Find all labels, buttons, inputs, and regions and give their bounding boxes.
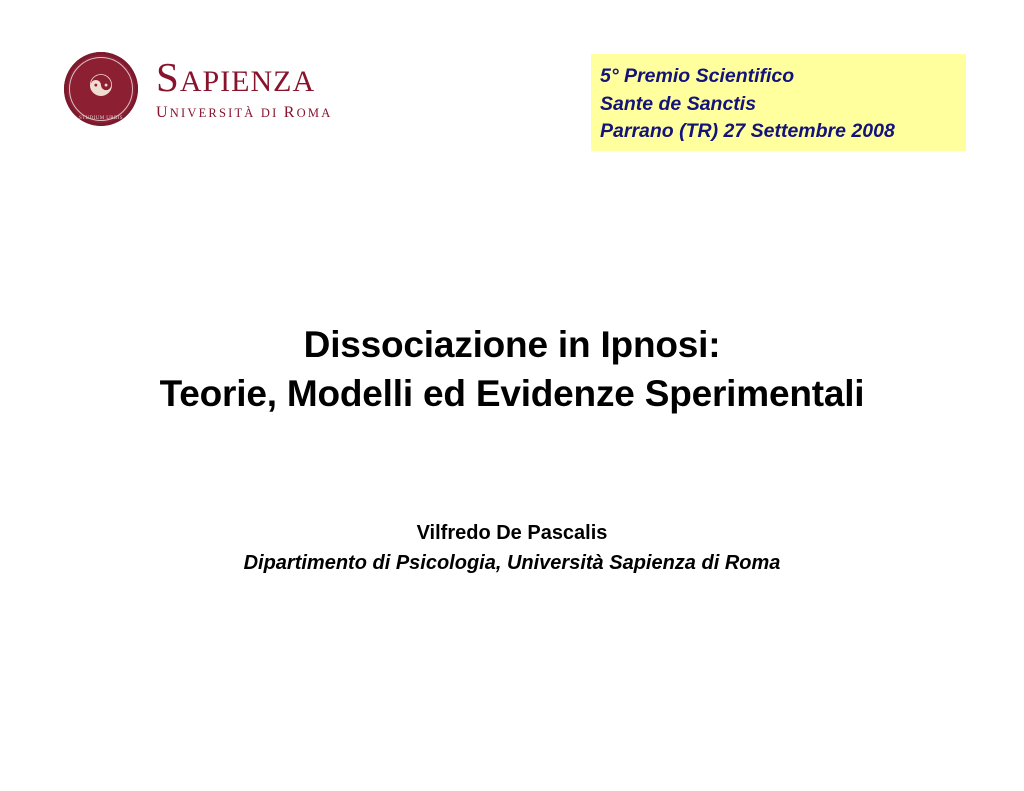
wordmark-name-rest: APIENZA (179, 65, 316, 98)
author-block (0, 518, 1024, 578)
title-line-2: Teorie, Modelli ed Evidenze Sperimentali (159, 373, 865, 415)
event-line-award: 5° Premio Scientifico (600, 65, 795, 87)
wordmark-sub-rest: NIVERSITÀ DI (169, 106, 284, 120)
event-line-title: Sante de Sanctis (600, 92, 757, 115)
event-info-box (591, 54, 966, 151)
crest-emblem-icon: ☯ (87, 70, 115, 103)
wordmark-sub-initial2: R (283, 104, 297, 121)
crest-motto: STUDIUM URBIS (79, 116, 123, 121)
wordmark-sub-rest2: OMA (296, 106, 333, 120)
wordmark-university-sub (156, 105, 332, 121)
wordmark-name-initial: S (156, 54, 180, 100)
author-affiliation: Dipartimento di Psicologia, Università Sapienza di Roma (243, 552, 781, 574)
author-name: Vilfredo De Pascalis (416, 522, 608, 544)
sapienza-wordmark (156, 54, 333, 121)
wordmark-sub-initial: U (156, 104, 170, 121)
page-title (0, 320, 1024, 418)
sapienza-logo (64, 52, 332, 126)
event-line-place-date: Parrano (TR) 27 Settembre 2008 (600, 120, 895, 143)
title-line-1: Dissociazione in Ipnosi: (303, 324, 721, 365)
wordmark-university-name (156, 54, 332, 100)
sapienza-crest-icon (64, 52, 138, 126)
